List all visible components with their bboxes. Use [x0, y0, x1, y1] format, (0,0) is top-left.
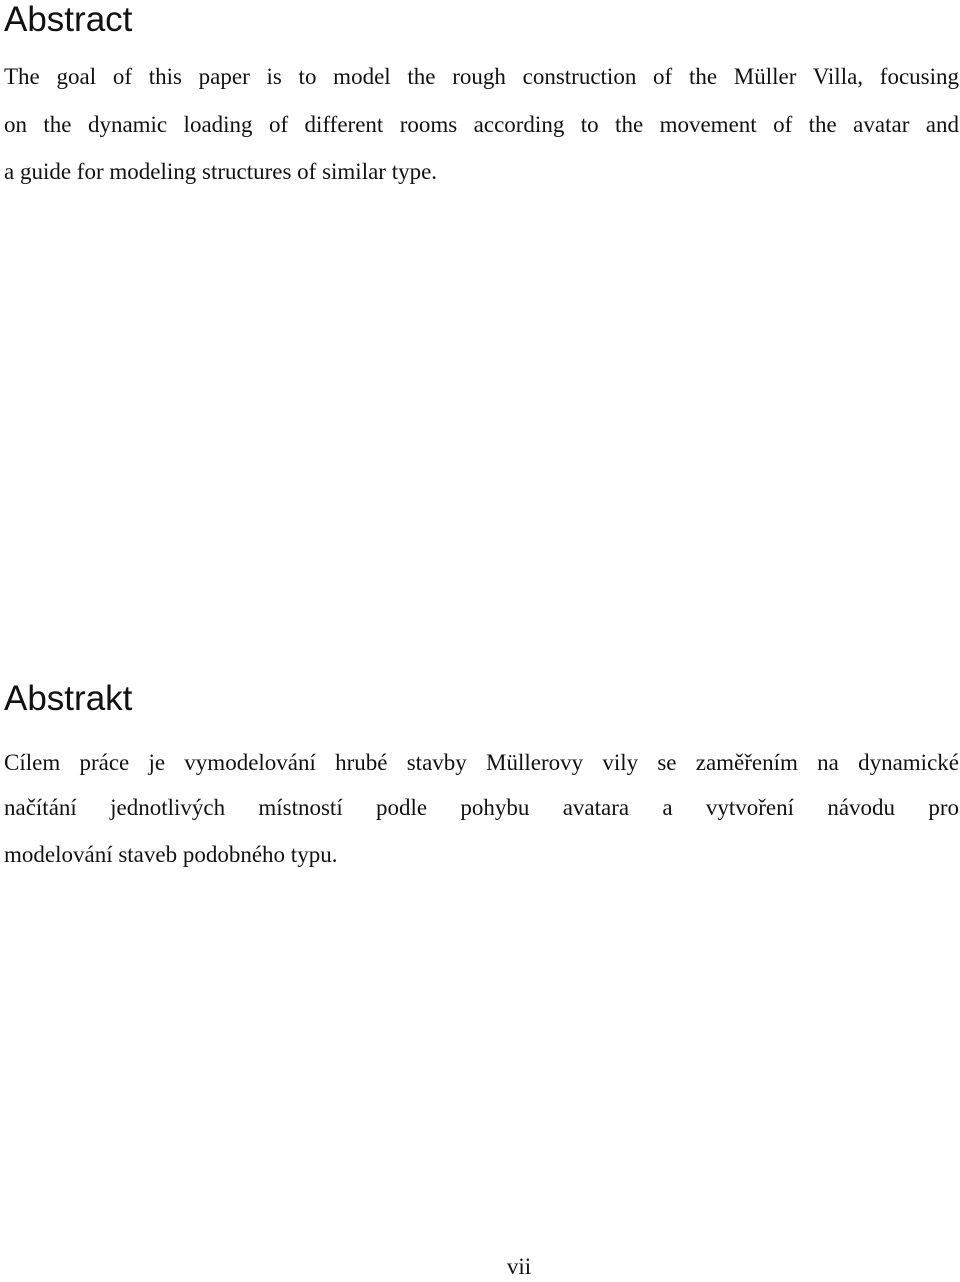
- abstrakt-line: Cílem práce je vymodelování hrubé stavby Müllerovy vily se zaměřením na dynamické: [4, 750, 959, 775]
- abstrakt-heading: Abstrakt: [4, 679, 133, 718]
- abstract-line: on the dynamic loading of different rooms according to the movement of the avatar and: [4, 112, 959, 137]
- abstract-heading: Abstract: [4, 0, 133, 39]
- page-number: vii: [506, 1254, 532, 1279]
- abstract-line: The goal of this paper is to model the rough construction of the Müller Villa, focusing: [4, 64, 959, 89]
- abstract-line: a guide for modeling structures of similar type.: [4, 159, 438, 184]
- abstrakt-line: načítání jednotlivých místností podle pohybu avatara a vytvoření návodu pro: [4, 795, 959, 820]
- abstrakt-line: modelování staveb podobného typu.: [4, 842, 338, 867]
